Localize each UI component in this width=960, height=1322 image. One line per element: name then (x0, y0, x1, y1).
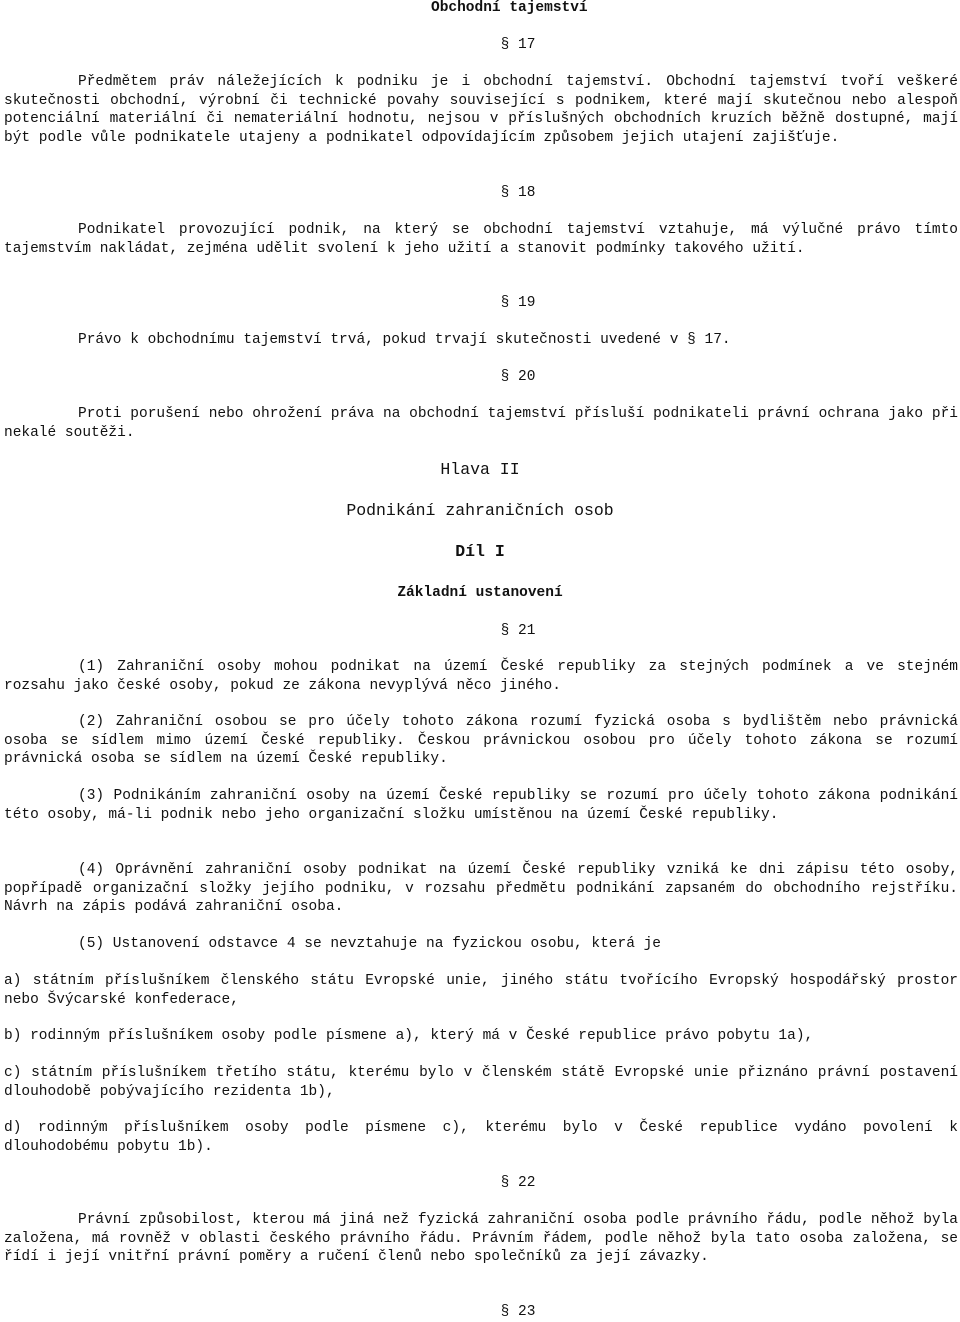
paragraph-22: Právní způsobilost, kterou má jiná než fyzická zahraniční osoba podle právního řádu, podle něhož byla založena, má rovněž v oblasti českého právního řádu. Právním řádem, podle něhož byla tato osoba založena, se řídí i její vnitřní právní poměry a ručení členů nebo společníků za její závazky. (4, 1212, 958, 1265)
paragraph-21-4: (4) Oprávnění zahraniční osoby podnikat na území České republiky vzniká ke dni zápisu této osoby, popřípadě organizační složky jejího podniku, v rozsahu předmětu podnikání zapsaném do obchodního rejstříku. Návrh na zápis podává zahraniční osoba. (4, 862, 958, 915)
section-title: Obchodní tajemství (431, 0, 588, 16)
list-item-c: c) státním příslušníkem třetího státu, kterému bylo v členském státě Evropské unie přiznáno právní postavení dlouhodobě pobývajícího rezidenta 1b), (4, 1065, 958, 1100)
section-number-19: § 19 (500, 295, 536, 311)
chapter-title: Podnikání zahraničních osob (346, 501, 614, 520)
paragraph-21-1: (1) Zahraniční osoby mohou podnikat na území České republiky za stejných podmínek a ve stejném rozsahu jako české osoby, pokud ze zákona nevyplývá něco jiného. (4, 659, 958, 694)
section-number-17: § 17 (500, 37, 536, 53)
paragraph-21-5: (5) Ustanovení odstavce 4 se nevztahuje na fyzickou osobu, která je (78, 936, 661, 952)
section-number-21: § 21 (500, 623, 536, 639)
paragraph-21-2: (2) Zahraniční osobou se pro účely tohoto zákona rozumí fyzická osoba s bydlištěm nebo právnická osoba se sídlem mimo území České republiky. Českou právnickou osobou pro účely tohoto zákona se rozumí právnická osoba se sídlem na území České republiky. (4, 714, 958, 767)
section-number-23: § 23 (500, 1304, 536, 1320)
paragraph-17: Předmětem práv náležejících k podniku je i obchodní tajemství. Obchodní tajemství tvoří veškeré skutečnosti obchodní, výrobní či technické povahy související s podnikem, které mají skutečnou nebo alespoň potenciální materiální či nemateriální hodnotu, nejsou v příslušných obchodních kruzích běžně dostupné, mají být podle vůle podnikatele utajeny a podnikatel odpovídajícím způsobem jejich utajení zajišťuje. (4, 74, 958, 146)
section-number-18: § 18 (500, 185, 536, 201)
list-item-a: a) státním příslušníkem členského státu Evropské unie, jiného státu tvořícího Evropský hospodářský prostor nebo Švýcarské konfederace, (4, 973, 958, 1008)
part-title: Základní ustanovení (397, 585, 563, 601)
paragraph-21-3: (3) Podnikáním zahraniční osoby na území České republiky se rozumí pro účely tohoto zákona podnikání této osoby, má-li podnik nebo jeho organizační složku umístěnou na území České republiky. (4, 788, 958, 823)
paragraph-18: Podnikatel provozující podnik, na který se obchodní tajemství vztahuje, má výlučné právo tímto tajemstvím nakládat, zejména udělit svolení k jeho užití a stanovit podmínky takového užití. (4, 222, 958, 257)
chapter-heading: Hlava II (440, 460, 520, 479)
section-number-22: § 22 (500, 1175, 536, 1191)
paragraph-19: Právo k obchodnímu tajemství trvá, pokud trvají skutečnosti uvedené v § 17. (78, 332, 731, 348)
list-item-d: d) rodinným příslušníkem osoby podle písmene c), kterému bylo v České republice vydáno povolení k dlouhodobému pobytu 1b). (4, 1120, 958, 1155)
list-item-b: b) rodinným příslušníkem osoby podle písmene a), který má v České republice právo pobytu 1a), (4, 1028, 814, 1044)
part-heading: Díl I (455, 542, 505, 561)
paragraph-20: Proti porušení nebo ohrožení práva na obchodní tajemství přísluší podnikateli právní ochrana jako při nekalé soutěži. (4, 406, 958, 441)
section-number-20: § 20 (500, 369, 536, 385)
